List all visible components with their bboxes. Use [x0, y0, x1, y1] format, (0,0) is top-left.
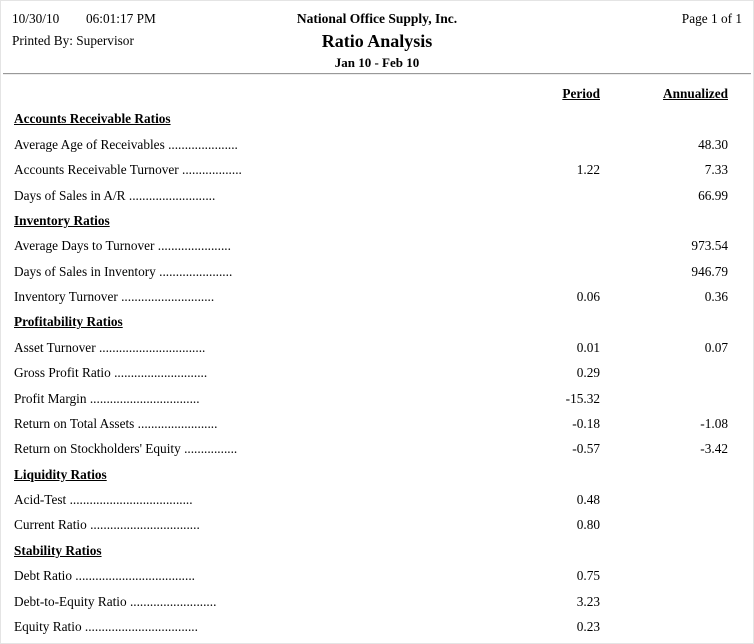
- period-value: 0.80: [576, 517, 600, 533]
- ratio-label: Gross Profit Ratio ............................: [14, 365, 208, 381]
- period-column-header: Period: [562, 86, 600, 101]
- annualized-value: [600, 487, 728, 512]
- report-title: Ratio Analysis: [321, 31, 433, 51]
- ratio-row: [1, 487, 753, 512]
- annualized-column-header: Annualized: [662, 86, 728, 101]
- annualized-value: -3.42: [700, 441, 728, 457]
- ratio-label: Profit Margin .................................: [14, 390, 200, 406]
- annualized-value: [600, 386, 728, 411]
- ratio-row: [1, 436, 753, 461]
- ratio-row: [1, 411, 753, 436]
- period-value: [460, 183, 600, 208]
- header-divider: [3, 73, 751, 75]
- annualized-cell-empty: [600, 538, 728, 563]
- annualized-value: [600, 360, 728, 385]
- annualized-value: [600, 563, 728, 588]
- ratio-row: [1, 157, 753, 182]
- ratio-label: Equity Ratio ..................................: [14, 618, 198, 634]
- period-value: -15.32: [565, 390, 600, 406]
- ratio-row: [1, 614, 753, 639]
- printed-by-label: Printed By: Supervisor: [12, 33, 134, 48]
- report-time: 06:01:17 PM: [86, 11, 156, 26]
- page-number-label: Page 1 of 1: [681, 11, 742, 26]
- ratio-label: Days of Sales in A/R ..........................: [14, 187, 216, 203]
- ratio-label: Average Days to Turnover ......................: [14, 238, 231, 254]
- period-value: 3.23: [576, 593, 600, 609]
- ratio-label: Return on Total Assets ........................: [14, 415, 218, 431]
- period-value: -0.18: [572, 415, 600, 431]
- ratio-label: Debt-to-Equity Ratio ..........................: [14, 593, 217, 609]
- period-cell-empty: [460, 106, 600, 131]
- annualized-value: -1.08: [700, 415, 728, 431]
- report-date-range: Jan 10 - Feb 10: [334, 55, 420, 70]
- annualized-value: 0.07: [704, 339, 728, 355]
- section-heading-row: [1, 538, 753, 563]
- ratio-row: [1, 360, 753, 385]
- period-value: 0.23: [576, 618, 600, 634]
- label-column-spacer: [1, 81, 460, 106]
- period-value: [460, 132, 600, 157]
- report-header: [1, 1, 753, 81]
- ratio-label: Days of Sales in Inventory ......................: [14, 263, 233, 279]
- report-date: 10/30/10: [12, 11, 60, 26]
- ratio-label: Current Ratio .................................: [14, 517, 200, 533]
- period-value: 0.48: [576, 492, 600, 507]
- annualized-value: [600, 614, 728, 639]
- ratio-label: Asset Turnover ................................: [14, 339, 206, 355]
- period-value: [460, 233, 600, 258]
- period-value: 0.75: [576, 568, 600, 584]
- period-cell-empty: [460, 208, 600, 233]
- ratio-row: [1, 386, 753, 411]
- period-value: 0.01: [576, 339, 600, 355]
- section-heading: Liquidity Ratios: [14, 466, 107, 482]
- section-heading-row: [1, 462, 753, 487]
- annualized-value: [600, 512, 728, 537]
- ratio-row: [1, 335, 753, 360]
- period-cell-empty: [460, 538, 600, 563]
- section-heading-row: [1, 106, 753, 131]
- section-heading-row: [1, 208, 753, 233]
- section-heading: Profitability Ratios: [14, 314, 123, 330]
- period-cell-empty: [460, 462, 600, 487]
- period-value: 1.22: [576, 162, 600, 178]
- ratio-label: Average Age of Receivables .....................: [14, 136, 238, 152]
- annualized-value: 0.36: [704, 289, 728, 304]
- ratio-row: [1, 589, 753, 614]
- ratio-analysis-table: [1, 81, 753, 639]
- ratio-row: [1, 563, 753, 588]
- annualized-value: 66.99: [698, 187, 728, 203]
- ratio-label: Accounts Receivable Turnover ..................: [14, 162, 242, 178]
- section-heading: Accounts Receivable Ratios: [14, 111, 171, 127]
- period-value: [460, 259, 600, 284]
- period-value: 0.29: [576, 365, 600, 381]
- ratio-label: Debt Ratio ....................................: [14, 568, 195, 584]
- period-value: 0.06: [576, 289, 600, 304]
- annualized-value: 946.79: [691, 263, 728, 279]
- annualized-value: 48.30: [698, 136, 728, 152]
- period-value: -0.57: [572, 441, 600, 457]
- annualized-cell-empty: [600, 309, 728, 334]
- annualized-value: 7.33: [704, 162, 728, 178]
- ratio-row: [1, 512, 753, 537]
- ratio-label: Inventory Turnover ............................: [14, 289, 215, 304]
- column-header-row: [1, 81, 753, 106]
- ratio-row: [1, 259, 753, 284]
- table-body: [1, 106, 753, 639]
- ratio-row: [1, 284, 753, 309]
- ratio-row: [1, 233, 753, 258]
- annualized-cell-empty: [600, 208, 728, 233]
- section-heading: Inventory Ratios: [14, 212, 110, 228]
- annualized-value: 973.54: [691, 238, 728, 254]
- annualized-cell-empty: [600, 462, 728, 487]
- ratio-label: Return on Stockholders' Equity ................: [14, 441, 238, 457]
- annualized-cell-empty: [600, 106, 728, 131]
- annualized-value: [600, 589, 728, 614]
- company-name: National Office Supply, Inc.: [296, 11, 458, 26]
- period-cell-empty: [460, 309, 600, 334]
- section-heading: Stability Ratios: [14, 542, 102, 558]
- ratio-row: [1, 132, 753, 157]
- section-heading-row: [1, 309, 753, 334]
- ratio-label: Acid-Test .....................................: [14, 492, 193, 507]
- ratio-row: [1, 183, 753, 208]
